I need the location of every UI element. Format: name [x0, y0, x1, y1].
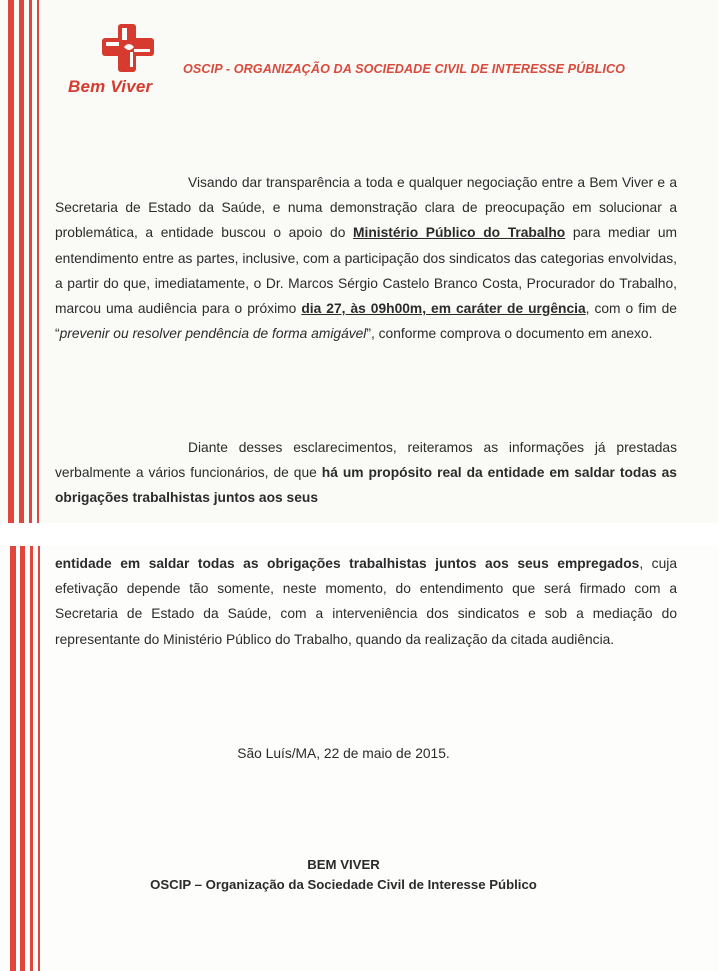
margin-stripe: [29, 0, 32, 523]
paragraph-1: [55, 170, 677, 346]
paragraph-text: , cuja efetivação depende tão somente, neste momento, do entendimento que será firmado com a Secretaria de Estado da Saúde, com a interveniência dos sindicatos e sob a mediação do representante do Ministério Público do Trabalho, quando da realização da citada audiência.: [55, 556, 677, 647]
bold-text: entidade em saldar todas as obrigações trabalhistas juntos aos seus empregados: [55, 556, 640, 571]
signature-name: [0, 857, 723, 872]
bold-text: há um propósito real da entidade em saldar todas as obrigações trabalhistas juntos aos seus: [55, 465, 677, 506]
paragraph-text: , com o fim de “: [55, 301, 677, 342]
paragraph-text: Diante desses esclarecimentos, reiteramos as informações já prestadas verbalmente a vários funcionários, de que: [55, 440, 677, 481]
paragraph-text: para mediar um entendimento entre as partes, inclusive, com a participação dos sindicatos das categorias envolvidas, a partir do que, imediatamente, o Dr. Marcos Sérgio Castelo Branco Costa, Procurador do Trabalho, marcou uma audiência para o próximo: [55, 225, 677, 317]
paragraph-3: [55, 551, 677, 652]
italic-quote: prevenir ou resolver pendência de forma amigável: [59, 326, 367, 342]
dateline-text: São Luís/MA, 22 de maio de 2015.: [237, 746, 450, 761]
margin-stripe: [8, 0, 14, 523]
page-separator: [0, 523, 723, 546]
signature-line-2: OSCIP – Organização da Sociedade Civil de Interesse Público: [150, 877, 537, 892]
brand-name: Bem Viver: [68, 77, 153, 96]
paragraph-2: [55, 435, 677, 511]
margin-stripe: [37, 0, 39, 523]
signature-line-1: BEM VIVER: [307, 857, 380, 872]
signature-org: [0, 877, 723, 892]
underlined-bold-text: Ministério Público do Trabalho: [353, 225, 566, 241]
underlined-bold-text: dia 27, às 09h00m, em caráter de urgência: [301, 301, 586, 317]
red-cross-logo-icon: [98, 22, 160, 76]
dateline: [0, 746, 723, 761]
margin-stripe: [19, 0, 24, 523]
paragraph-text: ”, conforme comprova o documento em anexo.: [366, 326, 653, 342]
paragraph-text: Visando dar transparência a toda e qualquer negociação entre a Bem Viver e a Secretaria de Estado da Saúde, e numa demonstração clara de preocupação em solucionar a problemática, a entidade buscou o apoio do: [55, 175, 677, 241]
header-title: OSCIP - ORGANIZAÇÃO DA SOCIEDADE CIVIL DE INTERESSE PÚBLICO: [183, 62, 626, 76]
